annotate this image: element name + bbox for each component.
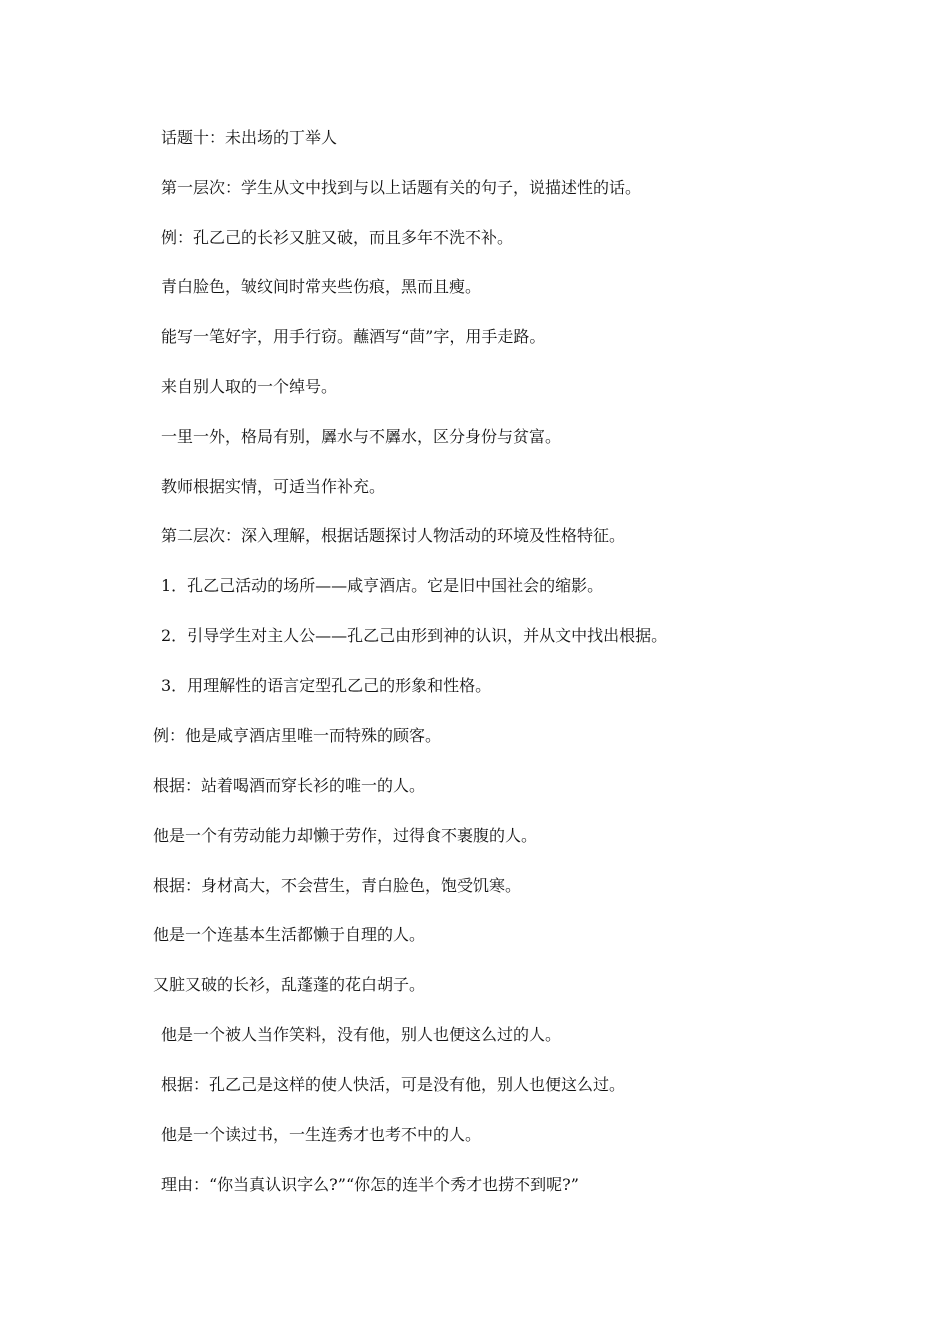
paragraph-scholar: 他是一个读过书，一生连秀才也考不中的人。 — [161, 1125, 482, 1144]
paragraph-layout: 一里一外，格局有别，羼水与不羼水，区分身份与贫富。 — [161, 427, 562, 446]
paragraph-basis-2: 根据：身材高大，不会营生，青白脸色，饱受饥寒。 — [153, 876, 522, 895]
paragraph-customer: 例：他是咸亨酒店里唯一而特殊的顾客。 — [153, 726, 442, 745]
paragraph-teacher-note: 教师根据实情，可适当作补充。 — [161, 477, 386, 496]
paragraph-writing: 能写一笔好字，用手行窃。蘸酒写“茴”字，用手走路。 — [161, 327, 546, 346]
paragraph-laughingstock: 他是一个被人当作笑料，没有他，别人也便这么过的人。 — [161, 1025, 562, 1044]
paragraph-appearance: 又脏又破的长衫，乱蓬蓬的花白胡子。 — [153, 975, 426, 994]
paragraph-nickname: 来自别人取的一个绰号。 — [161, 377, 338, 396]
paragraph-reason: 理由：“你当真认识字么?”“你怎的连半个秀才也捞不到呢?” — [161, 1175, 579, 1194]
paragraph-self-care: 他是一个连基本生活都懒于自理的人。 — [153, 925, 426, 944]
list-item-2: 2．引导学生对主人公——孔乙己由形到神的认识，并从文中找出根据。 — [161, 626, 668, 645]
paragraph-level-two: 第二层次：深入理解，根据话题探讨人物活动的环境及性格特征。 — [161, 526, 626, 545]
topic-heading: 话题十：未出场的丁举人 — [161, 128, 338, 147]
paragraph-face: 青白脸色，皱纹间时常夹些伤痕，黑而且瘦。 — [161, 277, 482, 296]
list-item-1: 1．孔乙己活动的场所——咸亨酒店。它是旧中国社会的缩影。 — [161, 576, 604, 595]
paragraph-level-one: 第一层次：学生从文中找到与以上话题有关的句子，说描述性的话。 — [161, 178, 642, 197]
list-item-3: 3．用理解性的语言定型孔乙己的形象和性格。 — [161, 676, 492, 695]
paragraph-example: 例：孔乙己的长衫又脏又破，而且多年不洗不补。 — [161, 228, 514, 247]
paragraph-lazy: 他是一个有劳动能力却懒于劳作，过得食不裹腹的人。 — [153, 826, 538, 845]
paragraph-basis-1: 根据：站着喝酒而穿长衫的唯一的人。 — [153, 776, 426, 795]
paragraph-basis-3: 根据：孔乙己是这样的使人快活，可是没有他，别人也便这么过。 — [161, 1075, 626, 1094]
